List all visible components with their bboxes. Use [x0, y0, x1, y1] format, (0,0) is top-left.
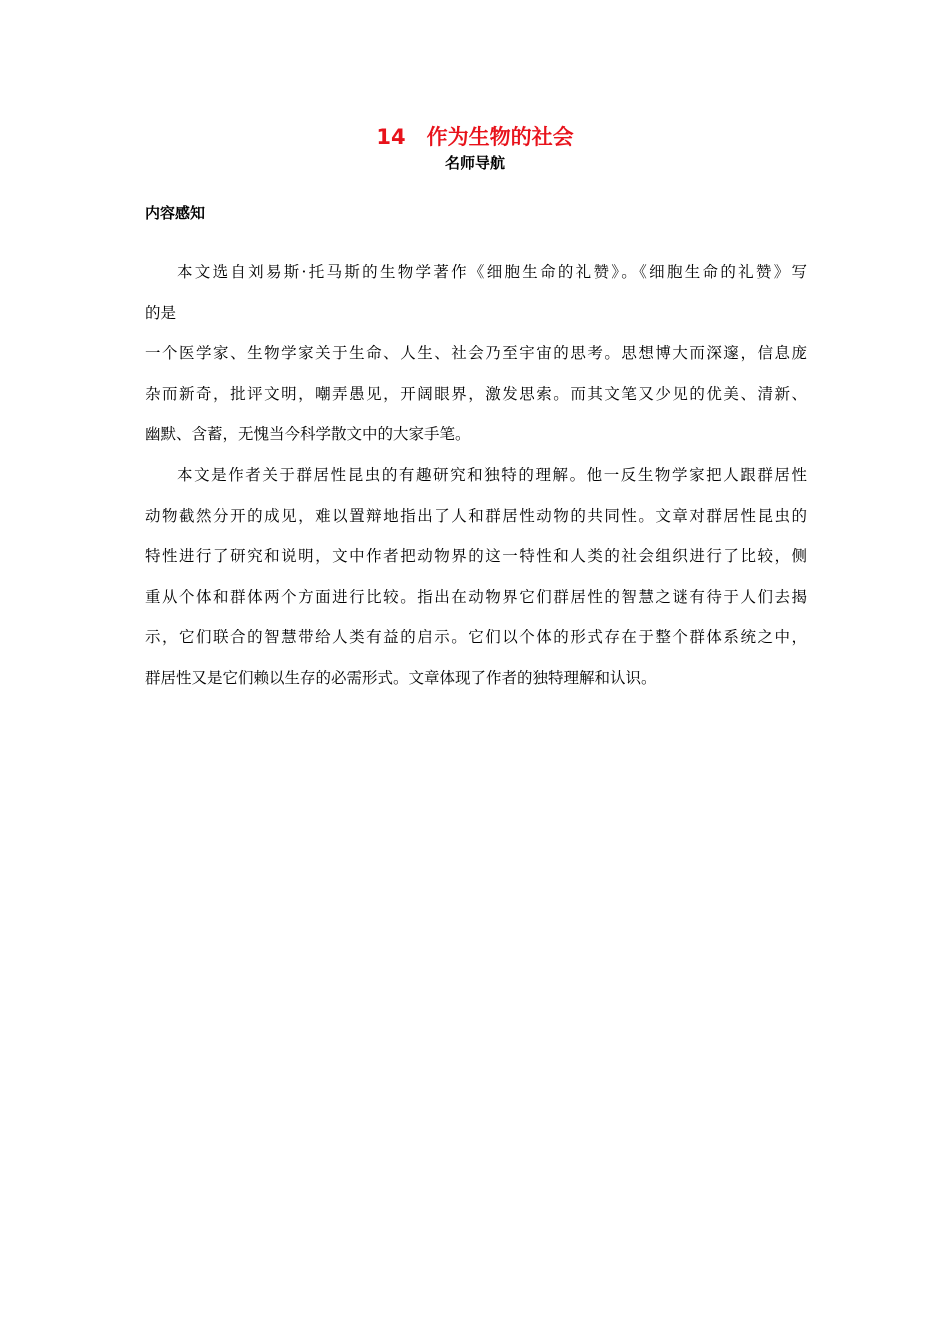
paragraph-line: 幽默、含蓄，无愧当今科学散文中的大家手笔。 [145, 425, 471, 443]
paragraph-line: 一个医学家、生物学家关于生命、人生、社会乃至宇宙的思考。思想博大而深邃，信息庞 [145, 344, 807, 362]
section-heading: 内容感知 [145, 204, 206, 222]
paragraph-2 [145, 455, 807, 698]
page-subtitle: 名师导航 [444, 154, 505, 172]
paragraph-line: 动物截然分开的成见，难以置辩地指出了人和群居性动物的共同性。文章对群居性昆虫的 [145, 506, 807, 525]
paragraph-1 [145, 252, 807, 455]
paragraph-line: 重从个体和群体两个方面进行比较。指出在动物界它们群居性的智慧之谜有待于人们去揭 [145, 587, 807, 606]
paragraph-line: 特性进行了研究和说明，文中作者把动物界的这一特性和人类的社会组织进行了比较，侧 [145, 547, 807, 565]
paragraph-line: 本文选自刘易斯·托马斯的生物学著作《细胞生命的礼赞》。《细胞生命的礼赞》写 [177, 263, 807, 281]
paragraph-line: 本文是作者关于群居性昆虫的有趣研究和独特的理解。他一反生物学家把人跟群居性 [177, 466, 807, 484]
paragraph-line: 的是 [145, 303, 177, 322]
paragraph-line: 示，它们联合的智慧带给人类有益的启示。它们以个体的形式存在于整个群体系统之中， [145, 628, 807, 646]
page-title: 14 作为生物的社会 [376, 125, 574, 149]
paragraph-line: 杂而新奇，批评文明，嘲弄愚见，开阔眼界，激发思索。而其文笔又少见的优美、清新、 [145, 384, 807, 403]
paragraph-line: 群居性又是它们赖以生存的必需形式。文章体现了作者的独特理解和认识。 [145, 668, 657, 687]
